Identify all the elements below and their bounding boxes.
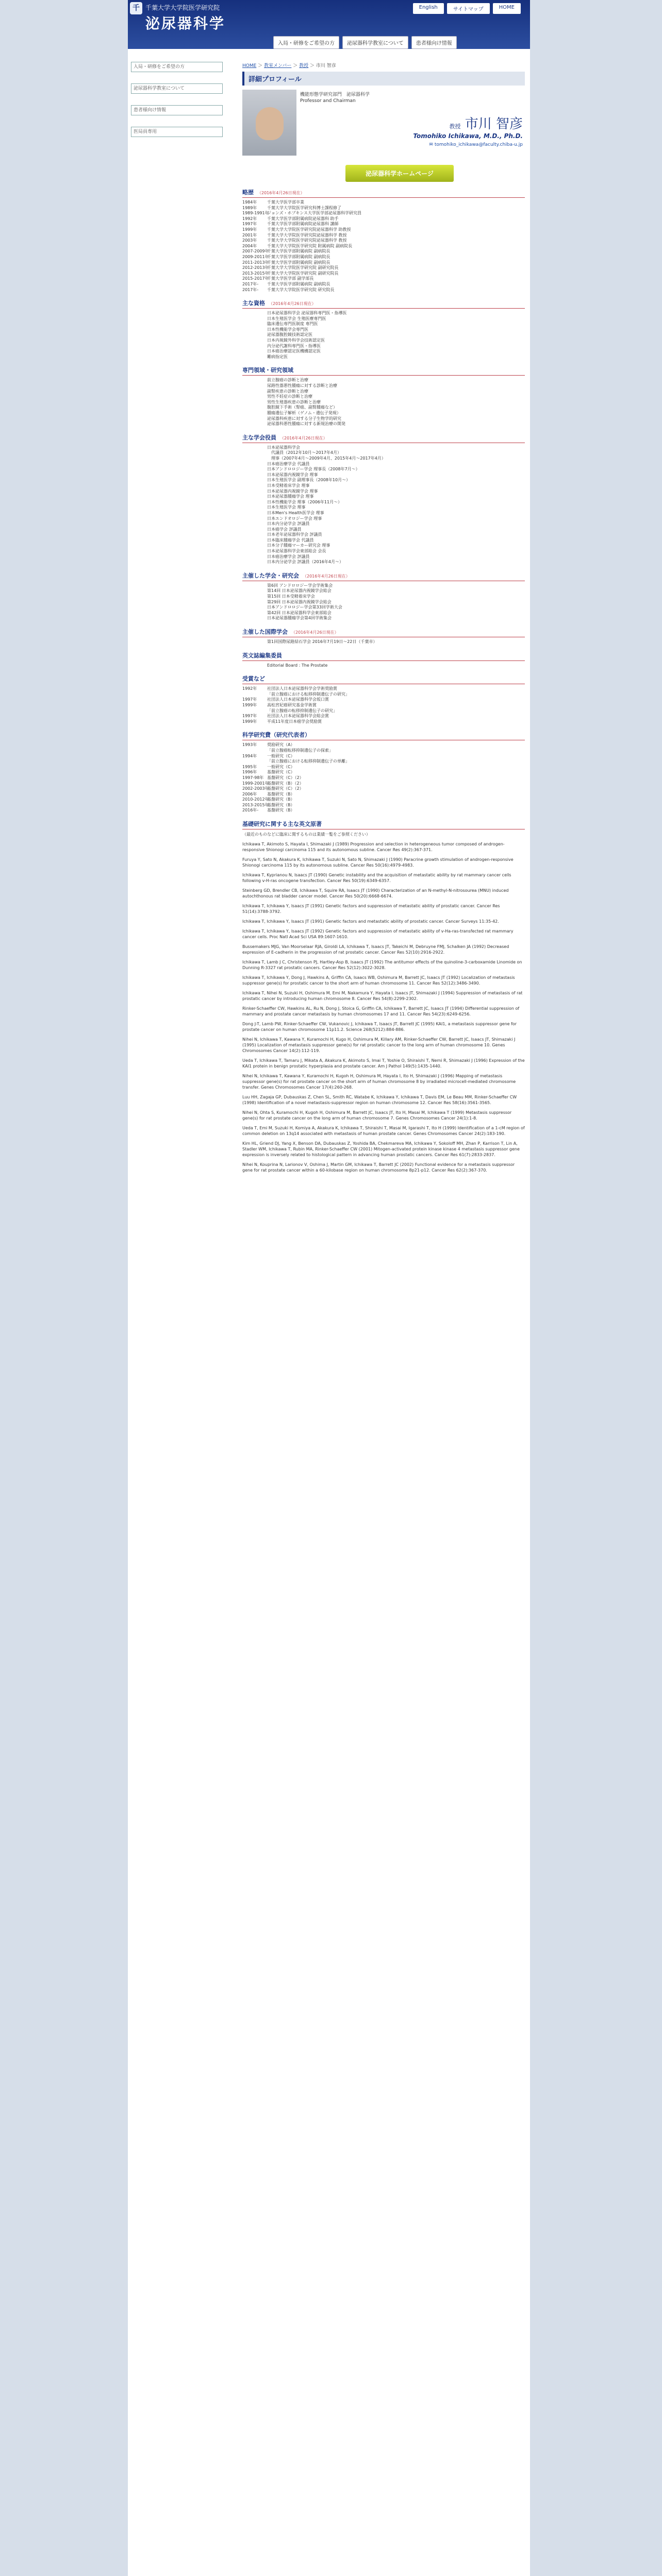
list-item: 泌尿器科悪性腫瘍に対する新規治療の開発 — [267, 421, 345, 427]
list-item: 日本泌尿器内視鏡学会 理事 — [267, 488, 318, 494]
homepage-button[interactable]: 泌尿器科学ホームページ — [345, 165, 454, 182]
sidebar-select-about[interactable]: 泌尿器科学教室について — [131, 83, 223, 94]
list-item: 2001年 千葉大学大学院医学研究院泌尿器科学 教授 — [242, 232, 347, 238]
list-item: 日本癌治療学会 評議員 — [267, 554, 310, 559]
list-item: 臨床遺伝専門医制度 専門医 — [267, 321, 318, 327]
publication-item: Ichikawa T, Ichikawa Y, Isaacs JT (1992) Genetic factors and suppression of metastatic ability of v-Ha-ras-transfected rat mammary cancer cells. Proc Natl Acad Sci USA 89:1607-1610. — [242, 929, 514, 940]
list-item: 日本内視鏡外科学会技術認定医 — [267, 338, 325, 343]
nav-home[interactable]: HOME — [493, 3, 521, 14]
nav-about[interactable]: 泌尿器科学教室について — [342, 36, 408, 49]
section — [242, 674, 525, 724]
list-item: 日本老年泌尿器科学会 評議員 — [267, 532, 322, 537]
list-item: 日本泌尿器科学会 泌尿器科専門医・指導医 — [267, 311, 347, 316]
list-item: 2013-2015年基盤研究（B） — [242, 802, 295, 807]
sidebar-select-patients[interactable]: 患者様向け情報 — [131, 105, 223, 115]
publication-item: Dong J-T, Lamb PW, Rinker-Schaeffer CW, Vukanovic J, Ichikawa T, Isaacs JT, Barrett JC (1995) KAI1, a metastasis suppressor gene for prostate cancer on human chromosome 11p11.2. Science 268(5212):884-886. — [242, 1022, 517, 1032]
section-heading: 基礎研究に関する主な英文原著 — [242, 820, 525, 829]
list-item: 2011-2013年千葉大学医学部附属病院 副病院長 — [242, 260, 330, 265]
main-nav — [273, 36, 457, 49]
section-heading: 科学研究費（研究代表者） — [242, 731, 525, 740]
breadcrumb-members[interactable]: 教室メンバー — [264, 63, 292, 69]
list-item: 第15回 日本受精着床学会 — [267, 594, 315, 599]
list-item: 1989年 千葉大学大学院医学研究科博士課程修了 — [242, 205, 341, 210]
section-heading: 英文誌編集委員 — [242, 651, 525, 661]
list-item: 1994年 一般研究（C） — [242, 753, 295, 758]
breadcrumb-current: 市川 智彦 — [316, 63, 336, 69]
list-item: 日本分子腫瘍マーカー研究会 理事 — [267, 543, 330, 548]
publications-intro: （最近のものなどに臨床に関するものは業績一覧をご参照ください） — [242, 832, 370, 837]
publication-item: Ueda T, Ichikawa T, Tamaru J, Mikata A, Akakura K, Akimoto S, Imai T, Yoshie O, Shiraishi T, Nemi R, Shimazaki J (1996) Expression of the KAI1 protein in benign prostatic hyperplasia and prostate cancer. Am J Pathol 149(5):1435-1440. — [242, 1058, 525, 1069]
sidebar — [131, 62, 223, 148]
list-item: 日本アンドロロジー学会 理事長（2008年7月〜） — [267, 467, 360, 472]
list-item: 日本アンドロロジー学会第33回学術大会 — [267, 605, 342, 610]
sidebar-select-recruit[interactable]: 入局・研修をご希望の方 — [131, 62, 223, 72]
profile-card — [242, 90, 525, 162]
list-item: 日本内分泌学会 評議員（2016年4月〜） — [267, 560, 343, 565]
list-item: 日本生殖医学会 副理事長（2008年10月〜） — [267, 478, 351, 483]
main-content — [242, 62, 525, 1177]
list-item: 泌尿器科疾患に対する分子生物学的研究 — [267, 416, 341, 421]
list-item: 第29回 日本泌尿器内視鏡学会総会 — [267, 599, 332, 604]
list-item: 日本癌治療学会 代議員 — [267, 461, 310, 466]
publication-item: Ueda T, Emi M, Suzuki H, Komiya A, Akakura K, Ichikawa T, Shiraishi T, Masai M, Igarashi T, Ito H (1999) Identification of a 1-cM region of common deletion on 13q14 associated with metastasis of human prostate cancer. Genes Chromosomes Cancer 24(2):183-190. — [242, 1126, 525, 1137]
list-item: 理事（2007年4月〜2009年4月、2015年4月〜2017年4月） — [267, 455, 386, 461]
section-heading: 略歴 （2016年4月26日現在） — [242, 188, 525, 198]
profile-position: 機能形態学研究部門 泌尿器科学 Professor and Chairman — [300, 92, 370, 104]
list-item: 1997年 千葉大学医学部附属病院泌尿器科 講師 — [242, 222, 339, 227]
list-item: 男性不妊症の診断と治療 — [267, 394, 312, 399]
profile-email[interactable]: ✉ tomohiko_ichikawa@faculty.chiba-u.jp — [429, 142, 523, 147]
publication-item: Nihei N, Ohta S, Kuramochi H, Kugoh H, Oshimura M, Barrett JC, Isaacs JT, Ito H, Masai M, Ichikawa T (1999) Metastasis suppressor gene(s) for rat prostate cancer on the long arm of human chromosome 7. Genes Chromosomes Cancer 24(1):1-8. — [242, 1110, 512, 1121]
list-item: 「前立腺癌における転移抑制遺伝子の単離」 — [267, 759, 350, 764]
list-item: 2017年- 千葉大学大学院医学研究院 研究院長 — [242, 287, 335, 292]
list-item: 2009-2011年千葉大学医学部附属病院 副病院長 — [242, 254, 330, 259]
section — [242, 188, 525, 293]
section-heading: 主な学会役員 （2016年4月26日現在） — [242, 433, 525, 443]
list-item: 日本性機能学会 理事（2006年11月〜） — [267, 499, 342, 504]
section — [242, 628, 525, 645]
publications-section — [242, 820, 525, 1173]
list-item: 2002-2003年基盤研究（C）（2） — [242, 786, 304, 791]
university-logo-icon[interactable]: 千 — [130, 2, 142, 14]
list-item: 日本泌尿器科学会 — [267, 445, 300, 450]
publication-item: Luu HH, Zagaja GP, Dubauskas Z, Chen SL, Smith RC, Watabe K, Ichikawa Y, Ichikawa T, Davis EM, Le Beau MM, Rinker-Schaeffer CW (1998) Identification of a novel metastasis-suppressor region on human chromosome 12. Cancer Res 58(16):3561-3565. — [242, 1095, 517, 1106]
list-item: 日本泌尿器腫瘍学会 理事 — [267, 494, 314, 499]
list-item: 「前立腺癌転移抑制遺伝子の探索」 — [267, 748, 333, 753]
list-item: 2016年- 基盤研究（B） — [242, 808, 295, 813]
list-item: 腫瘍遺伝子解析（ゲノム・遺伝子発現） — [267, 411, 341, 415]
publication-item: Furuya Y, Sato N, Akakura K, Ichikawa T, Suzuki N, Sato N, Shimazaki J (1990) Paracrine growth stimulation of androgen-responsive Shionogi carcinoma 115 by its autonomous subline. Cancer Res 50(16):4979-4983. — [242, 857, 514, 868]
nav-recruit[interactable]: 入局・研修をご希望の方 — [273, 36, 339, 49]
list-item: 男性生殖器疾患の診断と治療 — [267, 399, 321, 404]
top-nav — [413, 3, 521, 14]
section — [242, 366, 525, 427]
list-item: 日本臨床腫瘍学会 代議員 — [267, 537, 314, 543]
list-item: 「前立腺癌の転移抑制遺伝子の研究」 — [267, 708, 337, 713]
list-item: 第42回 日本泌尿器科学会東部総会 — [267, 610, 332, 615]
list-item: 1984年 千葉大学医学部卒業 — [242, 200, 304, 205]
section-heading: 主催した国際学会 （2016年4月26日現在） — [242, 628, 525, 637]
list-item: Editorial Board : The Prostate — [267, 663, 328, 668]
publication-item: Nihei N, Ichikawa T, Kawana Y, Kuramochi H, Kugoh H, Oshimura M, Hayata I, Ito H, Shimazaki J (1996) Mapping of metastasis suppressor gene(s) for rat prostate cancer on the short arm of human chromosome 8 by irradiated microcell-mediated chromosome transfer. Genes Chromosomes Cancer 17(4):260-268. — [242, 1074, 516, 1090]
list-item: 泌尿器腹腔鏡技術認定医 — [267, 332, 312, 337]
university-name: 千葉大学大学院医学研究院 — [145, 4, 220, 11]
list-item: 「前立腺癌における転移抑制遺伝子の研究」 — [267, 691, 350, 697]
list-item: 副腎疾患の診断と治療 — [267, 388, 308, 394]
section — [242, 433, 525, 565]
list-item: 日本性機能学会専門医 — [267, 327, 308, 332]
list-item: 1996年 基盤研究（C） — [242, 770, 295, 775]
section — [242, 731, 525, 814]
publication-item: Rinker-Schaeffer CW, Hawkins AL, Ru N, Dong J, Stoica G, Griffin CA, Ichikawa T, Barrett JC, Isaacs JT (1994) Differential suppression of mammary and prostate cancer metastasis by human chromosomes 17 and 11. Cancer Res 54(23):6249-6256. — [242, 1006, 520, 1017]
publication-item: Nihei N, Kouprina N, Larionov V, Oshima J, Martin GM, Ichikawa T, Barrett JC (2002) Functional evidence for a metastasis suppressor gene for rat prostate cancer within a 60-kilobase region on human chromosome 8p21-p12. Cancer Res 62(2):367-370. — [242, 1162, 515, 1173]
breadcrumb-professor[interactable]: 教授 — [299, 63, 309, 69]
page — [128, 0, 530, 2576]
list-item: 第14回 日本泌尿器内視鏡学会総会 — [267, 588, 332, 594]
breadcrumb-home[interactable]: HOME — [242, 63, 257, 69]
profile-photo — [242, 90, 296, 156]
section — [242, 571, 525, 621]
list-item: 日本生殖医学会 理事 — [267, 505, 306, 510]
section — [242, 299, 525, 360]
list-item: 日本エンドオロジー学会 理事 — [267, 516, 322, 521]
list-item: 1992年 千葉大学医学部附属病院泌尿器科 助手 — [242, 216, 339, 221]
profile-name: 教授 市川 智彦 Tomohiko Ichikawa, M.D., Ph.D. — [413, 116, 523, 140]
list-item: 1999年 千葉大学大学院医学研究院泌尿器科学 助教授 — [242, 227, 351, 232]
list-item: 第1回国際尿路結石学会 2016年7月19日〜22日（千葉市） — [267, 639, 377, 644]
page-title: 詳細プロフィール — [242, 72, 525, 86]
publication-item: Bussemakers MJG, Van Moorselaar RJA, Giroldi LA, Ichikawa T, Isaacs JT, Takeichi M, Debruyne FMJ, Schalken JA (1992) Decreased expression of E-cadherin in the progression of rat prostatic cancer. Cancer Res 52(10):2916-2922. — [242, 944, 509, 955]
list-item: 1997-98年 基盤研究（C）（2） — [242, 775, 304, 780]
list-item: 日本癌治療認定医機構認定医 — [267, 349, 321, 354]
list-item: 腹腔鏡下手術（腎癌、副腎腫瘍など） — [267, 405, 337, 410]
list-item: 1997年 社団法人日本泌尿器科学会総会賞 — [242, 714, 329, 719]
publication-item: Ichikawa T, Ichikawa Y, Isaacs JT (1991) Genetic factors and suppression of metastatic ability of prostatic cancer. Cancer Res 51(14):3788-3792. — [242, 904, 500, 914]
publication-item: Ichikawa T, Kyprianou N, Isaacs JT (1990) Genetic instability and the acquisition of metastatic ability by rat mammary cancer cells following v-H-ras oncogene transfection. Cancer Res 50(19):6349-6357. — [242, 873, 511, 884]
list-item: 日本内分泌学会 評議員 — [267, 521, 310, 527]
section-heading: 主な資格 （2016年4月26日現在） — [242, 299, 525, 309]
list-item: 日本Men's Health医学会 理事 — [267, 510, 324, 515]
list-item: 1999-2001年基盤研究（B）（2） — [242, 781, 304, 786]
list-item: 日本泌尿器腫瘍学会第4回学術集会 — [267, 616, 332, 621]
section-heading: 受賞など — [242, 674, 525, 684]
list-item: 2004年 千葉大学大学院医学研究院 附属病院 副病院長 — [242, 243, 353, 248]
nav-patients[interactable]: 患者様向け情報 — [411, 36, 457, 49]
list-item: 2015-2017年千葉大学医学部 副学部長 — [242, 276, 314, 281]
publication-item: Ichikawa T, Lamb J C, Christenson PJ, Hartley-Asp B, Isaacs JT (1992) The antitumor effects of the quinoline-3-carboxamide Linomide on Dunning R-3327 rat prostatic cancers. Cancer Res 52(12):3022-3028. — [242, 960, 522, 971]
list-item: 内分泌代謝科専門医・指導医 — [267, 343, 321, 348]
list-item: 日本受精着床学会 理事 — [267, 483, 310, 488]
list-item: 1992年 社団法人日本泌尿器科学会学術奨励賞 — [242, 686, 337, 691]
nav-english[interactable]: English — [413, 3, 444, 14]
list-item: 2007-2009年千葉大学医学部附属病院 副病院長 — [242, 249, 330, 254]
list-item: 日本生殖医学会 生殖医療専門医 — [267, 316, 326, 321]
list-item: 2013-2015年千葉大学大学院医学研究院 副研究院長 — [242, 270, 339, 276]
list-item: 尿路性器悪性腫瘍に対する診断と治療 — [267, 383, 337, 388]
list-item: 1997年 社団法人日本泌尿器科学会坂口賞 — [242, 697, 329, 702]
list-item: 1999年 平成11年度日本癌学会奨励賞 — [242, 719, 322, 724]
list-item: 日本泌尿器内視鏡学会 理事 — [267, 472, 318, 477]
list-item: 前立腺癌の診断と治療 — [267, 378, 308, 383]
publication-item: Ichikawa T, Akimoto S, Hayata I, Shimazaki J (1989) Progression and selection in heterogeneous tumor composed of androgen-responsive Shionogi carcinoma 115 and its autonomous subline. Cancer Res 49(2):367-371. — [242, 842, 505, 853]
publication-item: Ichikawa T, Ichikawa Y, Isaacs JT (1991) Genetic factors and metastatic ability of prostatic cancer. Cancer Surveys 11:35-42. — [242, 919, 499, 924]
sidebar-select-members[interactable]: 医局員専用 — [131, 127, 223, 137]
list-item: 1995年 一般研究（C） — [242, 764, 295, 769]
section-heading: 専門領域・研究領域 — [242, 366, 525, 376]
profile-sections — [242, 188, 525, 814]
list-item: 日本泌尿器科学会東部総会 会長 — [267, 549, 326, 554]
list-item: 代議員（2012年10月〜2017年4月） — [267, 450, 341, 455]
publication-item: Ichikawa T, Nihei N, Suzuki H, Oshimura M, Emi M, Nakamura Y, Hayata I, Isaacs JT, Shimazaki J (1994) Suppression of metastasis of rat prostatic cancer by introducing human chromosome 8. Cancer Res 54(8):2299-2302. — [242, 991, 523, 1002]
list-item: 1993年 奨励研究（A） — [242, 742, 295, 748]
site-header — [128, 0, 530, 49]
list-item: 難病指定医 — [267, 354, 288, 359]
publication-item: Kim HL, Griend DJ, Yang X, Benson DA, Dubauskas Z, Yoshida BA, Chekmareva MA, Ichikawa Y, Sokoloff MH, Zhan P, Karrison T, Lin A, Stadler WM, Ichikawa T, Rubin MA, Rinker-Schaeffer CW (2001) Mitogen-activated protein kinase kinase 4 metastasis suppressor gene expression is inversely related to histological pattern in advancing human prostatic cancers. Cancer Res 61(7):2833-2837. — [242, 1141, 520, 1158]
list-item: 第6回 アンドロロジー学会学術集会 — [267, 583, 333, 588]
list-item: 2010-2012年基盤研究（B） — [242, 797, 295, 802]
publication-item: Steinberg GD, Brendler CB, Ichikawa T, Squire RA, Isaacs JT (1990) Characterization of an N-methyl-N-nitrosourea (MNU) induced autochthonous rat bladder cancer model. Cancer Res 50(20):6668-6674. — [242, 888, 509, 899]
list-item: 1999年 高松宮妃癌研究基金学術賞 — [242, 702, 317, 707]
list-item: 日本癌学会 評議員 — [267, 527, 302, 532]
publication-item: Ichikawa T, Ichikawa Y, Dong J, Hawkins A, Griffin CA, Isaacs WB, Oshimura M, Barrett JC, Isaacs JT (1992) Localization of metastasis suppressor gene(s) for prostatic cancer to the short arm of human chromosome 11. Cancer Res 52(12):3486-3490. — [242, 975, 515, 986]
list-item: 2012-2013年千葉大学大学院医学研究院 副研究院長 — [242, 265, 339, 270]
list-item: 2017年- 千葉大学医学部附属病院 副病院長 — [242, 281, 330, 286]
list-item: 2003年 千葉大学大学院医学研究院泌尿器科学 教授 — [242, 238, 347, 243]
section-heading: 主催した学会・研究会 （2016年4月26日現在） — [242, 571, 525, 581]
list-item: 1989-1991年ジョンズ・ホプキンス大学医学部泌尿器科学研究員 — [242, 211, 361, 216]
list-item: 2006年 基盤研究（B） — [242, 791, 295, 796]
nav-sitemap[interactable]: サイトマップ — [447, 3, 490, 14]
department-name[interactable]: 泌尿器科学 — [145, 15, 226, 32]
breadcrumb: HOME ＞ 教室メンバー ＞ 教授 ＞ 市川 智彦 — [242, 63, 336, 69]
section — [242, 651, 525, 669]
publication-item: Nihei N, Ichikawa T, Kawana Y, Kuramochi H, Kugo H, Oshimura M, Killary AM, Rinker-Schaeffer CW, Barrett JC, Isaacs JT, Shimazaki J (1995) Localization of metastasis suppressor gene(s) for rat prostatic cancer to the long arm of human chromosome 10. Genes Chromosomes Cancer 14(2):112-119. — [242, 1037, 516, 1054]
